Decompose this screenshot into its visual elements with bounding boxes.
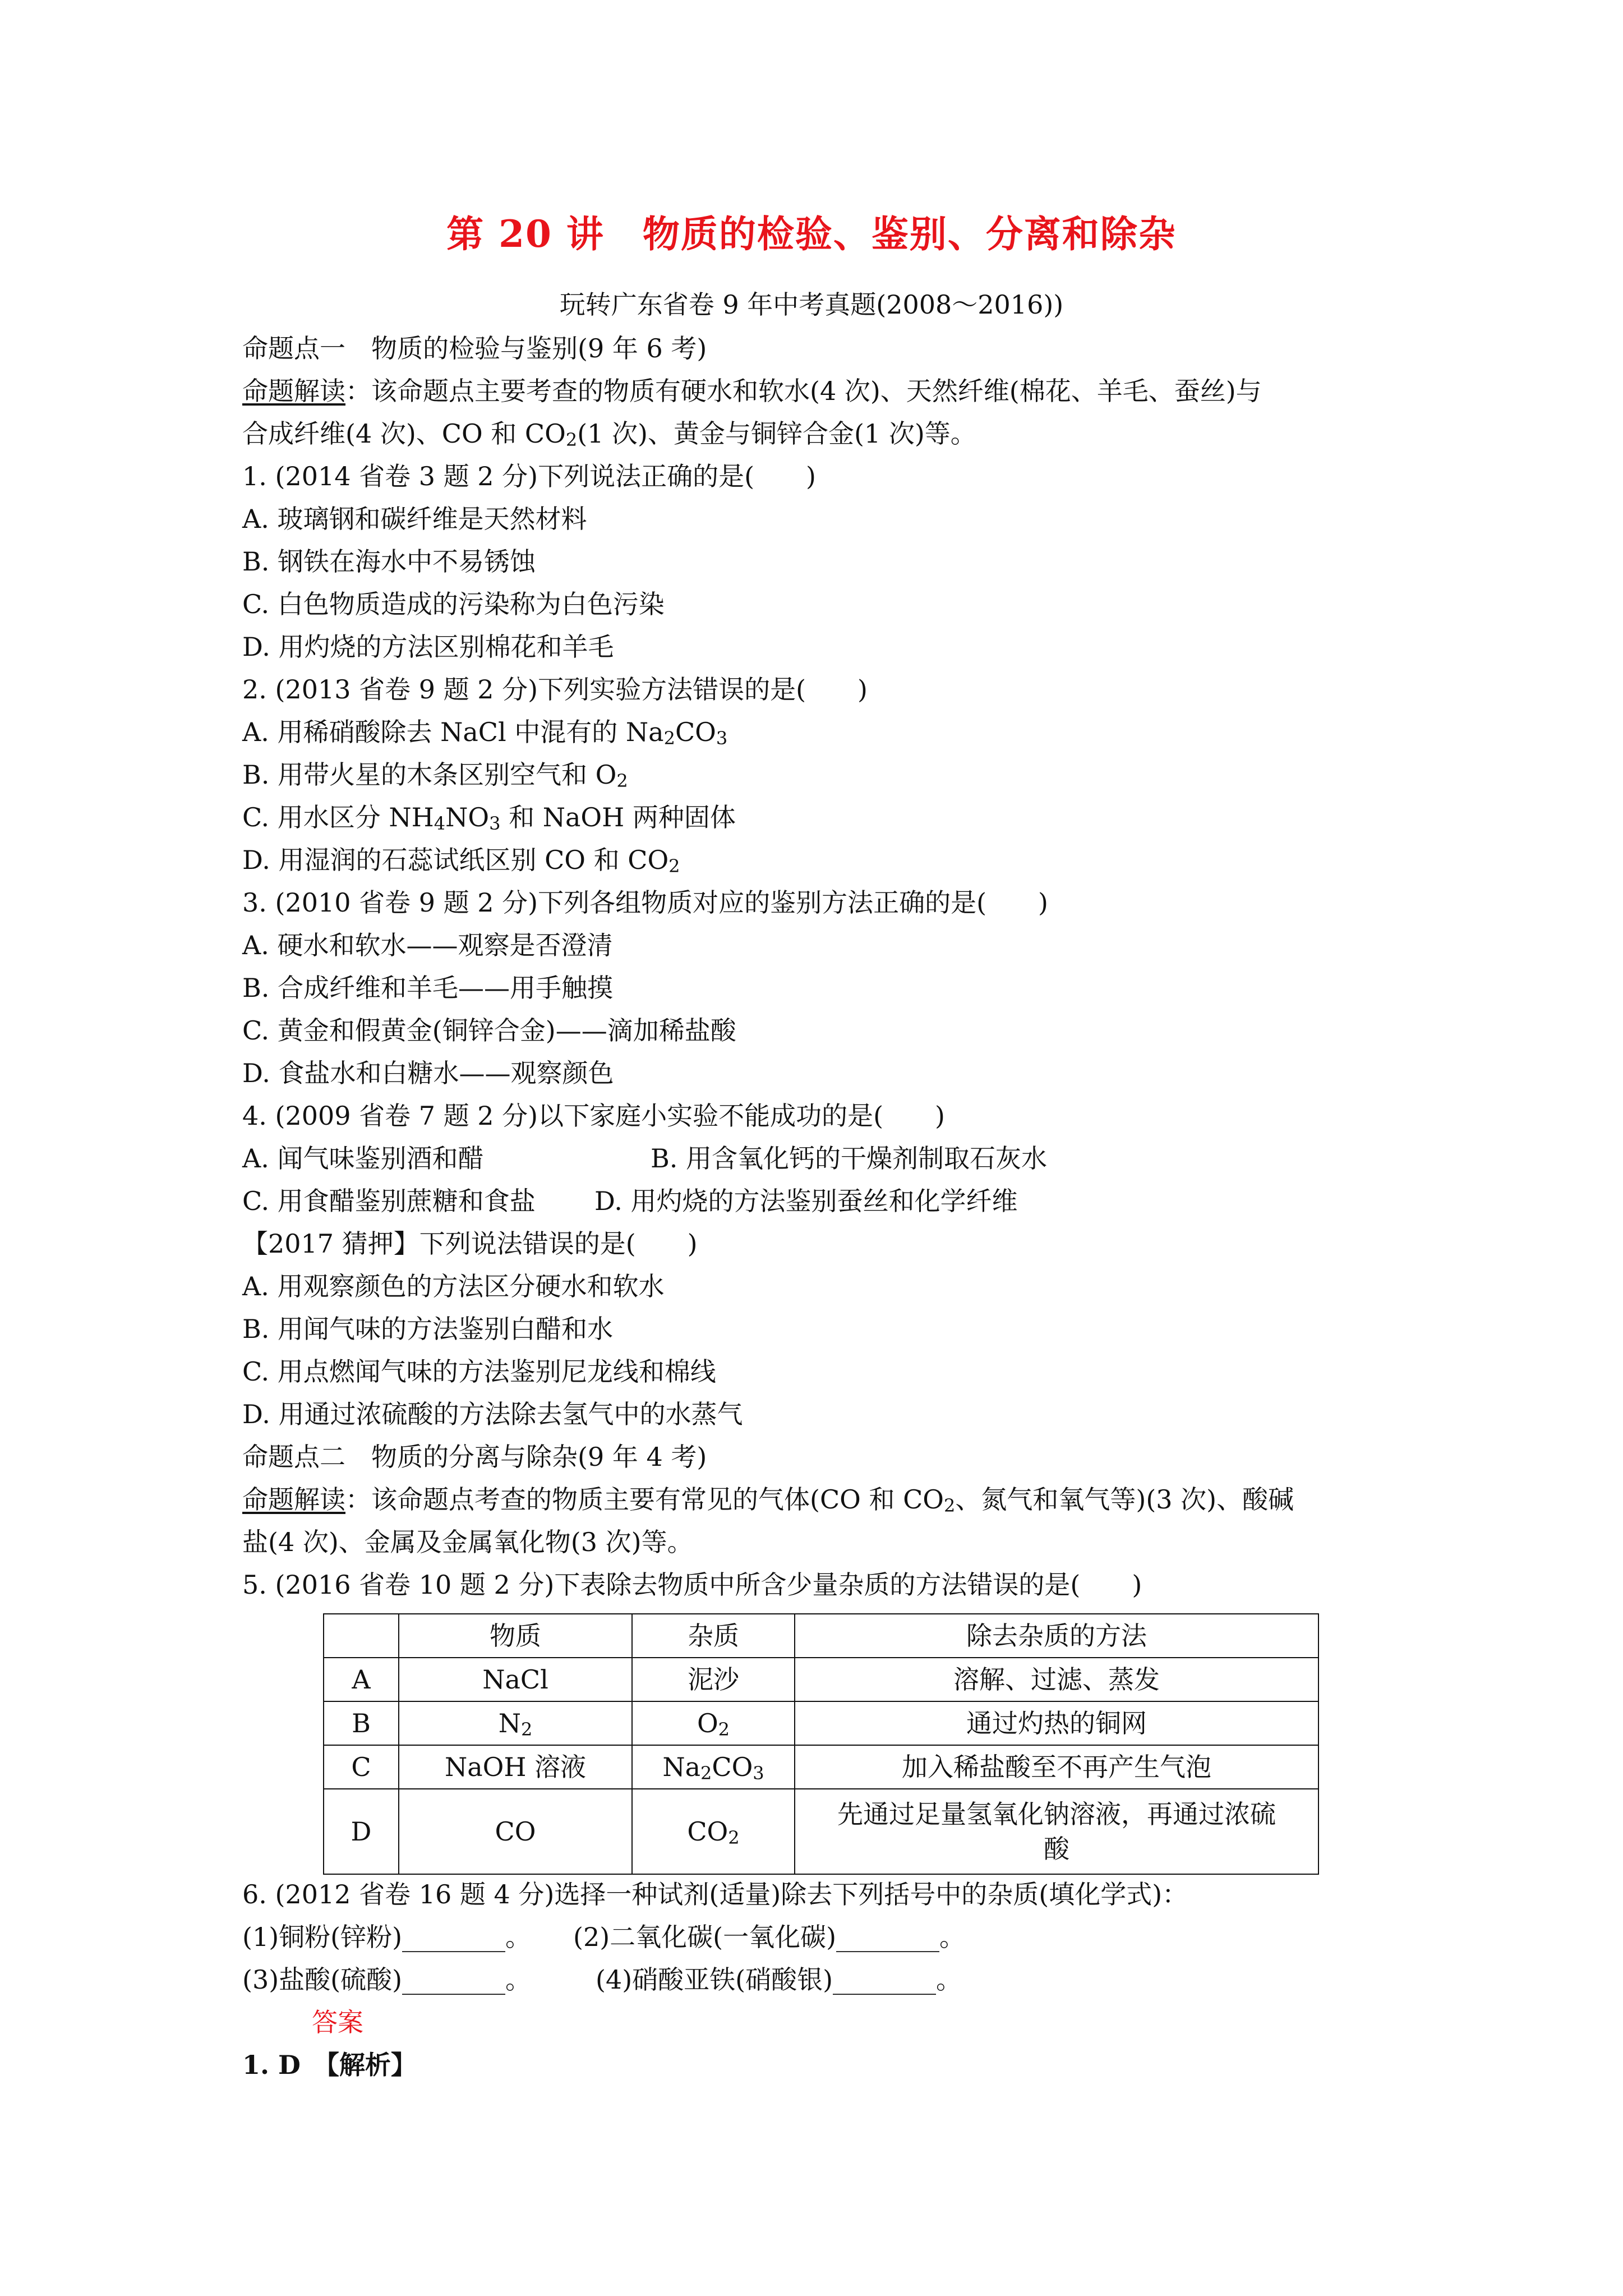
- q4-option-b: B. 用含氧化钙的干燥剂制取石灰水: [651, 1143, 1048, 1174]
- answer-first-line: 1. D 【解析】: [242, 2050, 417, 2080]
- table-cell: D: [324, 1789, 399, 1874]
- table-cell: 加入稀盐酸至不再产生气泡: [795, 1745, 1318, 1789]
- q4-option-a: A. 闻气味鉴别酒和醋: [242, 1143, 484, 1174]
- q2-stem: 2. (2013 省卷 9 题 2 分)下列实验方法错误的是( ): [242, 674, 868, 705]
- q4-option-d: D. 用灼烧的方法鉴别蚕丝和化学纤维: [594, 1186, 1018, 1216]
- table-cell: B: [324, 1701, 399, 1745]
- table-cell: CO: [399, 1789, 632, 1874]
- guess-option-b: B. 用闻气味的方法鉴别白醋和水: [242, 1314, 614, 1344]
- q1-stem: 1. (2014 省卷 3 题 2 分)下列说法正确的是( ): [242, 461, 817, 491]
- table-cell: $N_2$: [399, 1701, 632, 1745]
- table-cell: C: [324, 1745, 399, 1789]
- section2-reading-line2: 盐(4 次)、金属及金属氧化物(3 次)等。: [242, 1527, 693, 1557]
- q6-part2: (2)二氧化碳(一氧化碳)________。: [573, 1922, 966, 1952]
- table-cell: 溶解、过滤、蒸发: [795, 1658, 1318, 1701]
- page-subtitle: 玩转广东省卷 9 年中考真题(2008～2016)): [559, 289, 1064, 320]
- page-title: 第 20 讲 物质的检验、鉴别、分离和除杂: [446, 212, 1177, 256]
- q3-option-d: D. 食盐水和白糖水——观察颜色: [242, 1058, 614, 1088]
- guess-stem: 【2017 猜押】下列说法错误的是( ): [242, 1228, 698, 1259]
- table-header-cell: 物质: [399, 1614, 632, 1658]
- q3-option-b: B. 合成纤维和羊毛——用手触摸: [242, 973, 614, 1003]
- table-row: [324, 1658, 1318, 1701]
- q3-option-c: C. 黄金和假黄金(铜锌合金)——滴加稀盐酸: [242, 1015, 736, 1046]
- table-cell: A: [324, 1658, 399, 1701]
- q4-option-c: C. 用食醋鉴别蔗糖和食盐: [242, 1186, 536, 1216]
- q6-part1: (1)铜粉(锌粉)________。: [242, 1922, 532, 1952]
- q2-option-a: A. 用稀硝酸除去 NaCl 中混有的 $Na_2CO_3$: [242, 717, 728, 749]
- section1-reading-line1: 命题解读：该命题点主要考查的物质有硬水和软水(4 次)、天然纤维(棉花、羊毛、蚕丝)与: [242, 376, 1262, 406]
- q2-option-d: D. 用湿润的石蕊试纸区别 CO 和 $CO_2$: [242, 845, 680, 877]
- table-cell: 通过灼热的铜网: [795, 1701, 1318, 1745]
- table-cell: 先通过足量氢氧化钠溶液，再通过浓硫 酸: [795, 1789, 1318, 1874]
- table-cell: NaOH 溶液: [399, 1745, 632, 1789]
- q4-stem: 4. (2009 省卷 7 题 2 分)以下家庭小实验不能成功的是( ): [242, 1101, 946, 1131]
- section1-reading-line2: 合成纤维(4 次)、CO 和 $CO_2(1$ 次)、黄金与铜锌合金(1 次)等。: [242, 418, 976, 450]
- q3-stem: 3. (2010 省卷 9 题 2 分)下列各组物质对应的鉴别方法正确的是( ): [242, 887, 1049, 918]
- q6-stem: 6. (2012 省卷 16 题 4 分)选择一种试剂(适量)除去下列括号中的杂质(填化学式)：: [242, 1879, 1188, 1910]
- q2-option-c: C. 用水区分 $NH_4NO_3$ 和 NaOH 两种固体: [242, 802, 736, 834]
- q1-option-c: C. 白色物质造成的污染称为白色污染: [242, 589, 665, 619]
- table-cell: $CO_2$: [632, 1789, 795, 1874]
- guess-option-a: A. 用观察颜色的方法区分硬水和软水: [242, 1271, 665, 1301]
- q6-part4: (4)硝酸亚铁(硝酸银)________。: [596, 1964, 962, 1995]
- q3-option-a: A. 硬水和软水——观察是否澄清: [242, 930, 613, 960]
- impurity-table: [323, 1613, 1319, 1875]
- section1-heading: 命题点一 物质的检验与鉴别(9 年 6 考): [242, 333, 707, 364]
- q6-part3: (3)盐酸(硫酸)________。: [242, 1964, 532, 1995]
- answer-heading: 答案: [312, 2007, 363, 2037]
- guess-option-d: D. 用通过浓硫酸的方法除去氢气中的水蒸气: [242, 1399, 743, 1429]
- table-header-cell: 除去杂质的方法: [795, 1614, 1318, 1658]
- q1-option-d: D. 用灼烧的方法区别棉花和羊毛: [242, 632, 614, 662]
- table-cell: $Na_2CO_3$: [632, 1745, 795, 1789]
- table-cell: $O_2$: [632, 1701, 795, 1745]
- table-row: [324, 1745, 1318, 1789]
- table-row: [324, 1701, 1318, 1745]
- q1-option-b: B. 钢铁在海水中不易锈蚀: [242, 546, 536, 577]
- q5-stem: 5. (2016 省卷 10 题 2 分)下表除去物质中所含少量杂质的方法错误的是( ): [242, 1570, 1142, 1600]
- table-header-row: [324, 1614, 1318, 1658]
- reading-label: 命题解读: [242, 376, 345, 406]
- table-cell: 泥沙: [632, 1658, 795, 1701]
- table-row: [324, 1789, 1318, 1874]
- section2-heading: 命题点二 物质的分离与除杂(9 年 4 考): [242, 1442, 707, 1472]
- table-header-cell: 杂质: [632, 1614, 795, 1658]
- table-header-cell: [324, 1614, 399, 1658]
- section2-reading-line1: 命题解读：该命题点考查的物质主要有常见的气体(CO 和 $CO_2$、氮气和氧气等)(3 次)、酸碱: [242, 1484, 1294, 1516]
- table-cell: NaCl: [399, 1658, 632, 1701]
- guess-option-c: C. 用点燃闻气味的方法鉴别尼龙线和棉线: [242, 1356, 716, 1387]
- q2-option-b: B. 用带火星的木条区别空气和 $O_2$: [242, 760, 628, 792]
- q1-option-a: A. 玻璃钢和碳纤维是天然材料: [242, 504, 587, 534]
- reading-label: 命题解读: [242, 1484, 345, 1515]
